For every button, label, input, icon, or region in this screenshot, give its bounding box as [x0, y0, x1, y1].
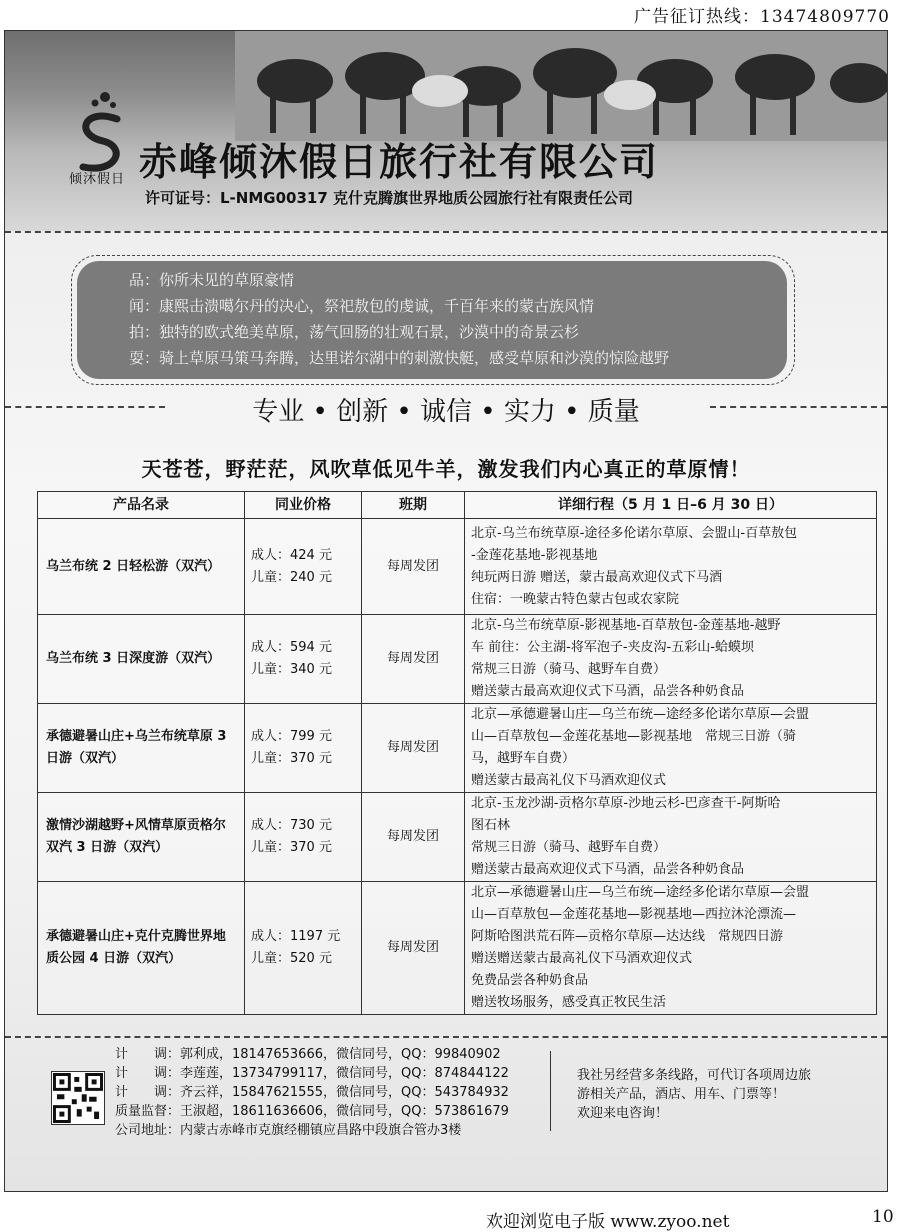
license-number: 许可证号：L-NMG00317 克什克腾旗世界地质公园旅行社有限责任公司 — [145, 189, 633, 207]
table-row — [38, 882, 877, 1015]
child-price: 儿童：520 元 — [251, 951, 332, 966]
advertisement-page — [4, 30, 888, 1192]
itinerary — [465, 615, 877, 704]
itinerary-line: 北京-乌兰布统草原-途径多伦诺尔草原、会盟山-百草敖包 — [471, 525, 798, 541]
col-header-details: 详细行程（5 月 1 日–6 月 30 日） — [465, 492, 877, 519]
table-row — [38, 793, 877, 882]
itinerary-line: 住宿：一晚蒙古特色蒙古包或农家院 — [471, 591, 680, 607]
child-price: 儿童：340 元 — [251, 662, 332, 677]
child-price: 儿童：370 元 — [251, 840, 332, 855]
itinerary — [465, 882, 877, 1015]
table-row — [38, 704, 877, 793]
highlight-line: 拍：独特的欧式绝美草原，荡气回肠的壮观石景，沙漠中的奇景云杉 — [129, 323, 580, 341]
contact-line: 计 调：齐云祥，15847621555，微信同号，QQ：543784932 — [115, 1085, 509, 1100]
itinerary-line: 赠送蒙古最高礼仪下马酒欢迎仪式 — [471, 773, 667, 788]
child-price: 儿童：370 元 — [251, 751, 332, 766]
itinerary-line: 赠送蒙古最高欢迎仪式下马酒，品尝各种奶食品 — [471, 684, 745, 699]
ad-hotline: 广告征订热线：13474809770 — [634, 7, 890, 27]
itinerary-line: 山—百草敖包—金莲花基地—影视基地—西拉沐沦漂流— — [471, 907, 797, 922]
itinerary — [465, 793, 877, 882]
itinerary-line: 常规三日游（骑马、越野车自费） — [471, 662, 667, 677]
table-row — [38, 615, 877, 704]
other-services-line: 我社另经营多条线路，可代订各项周边旅 — [577, 1068, 812, 1083]
col-header-name: 产品名录 — [38, 492, 245, 519]
itinerary-line: 赠送蒙古最高欢迎仪式下马酒，品尝各种奶食品 — [471, 862, 745, 877]
company-name: 赤峰倾沐假日旅行社有限公司 — [139, 140, 660, 184]
itinerary-line: 北京-乌兰布统草原-影视基地-百草敖包-金莲基地-越野 — [471, 618, 781, 633]
itinerary-line: 北京-玉龙沙湖-贡格尔草原-沙地云杉-巴彦查干-阿斯哈 — [471, 796, 781, 811]
company-logo-icon — [65, 89, 140, 179]
child-price: 儿童：240 元 — [251, 569, 332, 585]
schedule: 每周发团 — [362, 882, 465, 1015]
qr-code-icon — [51, 1071, 105, 1125]
logo-text: 倾沐假日 — [69, 172, 126, 187]
price-cell — [245, 704, 362, 793]
welcome-text: 欢迎浏览电子版 www.zyoo.net — [486, 1212, 730, 1232]
itinerary-line: 纯玩两日游 赠送，蒙古最高欢迎仪式下马酒 — [471, 569, 723, 585]
col-header-schedule: 班期 — [362, 492, 465, 519]
product-name: 乌兰布统 2 日轻松游（双汽） — [38, 519, 245, 615]
product-table — [37, 491, 877, 1015]
itinerary-line: 北京—承德避暑山庄—乌兰布统—途经多伦诺尔草原—会盟 — [471, 707, 810, 722]
contact-line: 质量监督：王淑超，18611636606，微信同号，QQ：573861679 — [115, 1104, 509, 1119]
contact-line: 计 调：李莲莲，13734799117，微信同号，QQ：874844122 — [115, 1066, 509, 1081]
itinerary-line: 山—百草敖包—金莲花基地—影视基地 常规三日游（骑 — [471, 729, 797, 744]
itinerary — [465, 519, 877, 615]
highlights-box — [77, 261, 787, 379]
highlight-line: 品：你所未见的草原豪情 — [129, 271, 295, 289]
schedule: 每周发团 — [362, 615, 465, 704]
adult-price: 成人：424 元 — [251, 547, 332, 563]
itinerary-line: 赠送赠送蒙古最高礼仪下马酒欢迎仪式 — [471, 951, 693, 966]
other-services-line: 游相关产品，酒店、用车、门票等！ — [577, 1087, 786, 1102]
highlight-line: 耍：骑上草原马策马奔腾，达里诺尔湖中的刺激快艇，感受草原和沙漠的惊险越野 — [129, 349, 670, 367]
tagline: 天苍苍，野茫茫，风吹草低见牛羊，激发我们内心真正的草原情！ — [141, 457, 751, 481]
itinerary-line: 马，越野车自费） — [471, 751, 576, 766]
itinerary-line: 阿斯哈图洪荒石阵—贡格尔草原—达达线 常规四日游 — [471, 929, 784, 944]
footer-separator — [550, 1051, 551, 1131]
itinerary-line: 图石林 — [471, 818, 511, 833]
table-header-row — [38, 492, 877, 519]
product-name: 承德避暑山庄+乌兰布统草原 3 日游（双汽） — [38, 704, 245, 793]
company-address: 公司地址：内蒙古赤峰市克旗经棚镇应昌路中段旗合管办3楼 — [115, 1123, 462, 1138]
schedule: 每周发团 — [362, 704, 465, 793]
schedule: 每周发团 — [362, 793, 465, 882]
product-name: 乌兰布统 3 日深度游（双汽） — [38, 615, 245, 704]
divider — [5, 231, 887, 233]
slogan-dash-right — [710, 406, 887, 408]
itinerary-line: 赠送牧场服务，感受真正牧民生活 — [471, 995, 667, 1010]
adult-price: 成人：594 元 — [251, 640, 332, 655]
footer-divider — [5, 1036, 887, 1038]
itinerary — [465, 704, 877, 793]
itinerary-line: 车 前往：公主湖-将军泡子-夹皮沟-五彩山-蛤蟆坝 — [471, 640, 754, 655]
page-number: 10 — [872, 1207, 894, 1227]
adult-price: 成人：1197 元 — [251, 929, 341, 944]
contact-line: 计 调：郭利成，18147653666，微信同号，QQ：99840902 — [115, 1047, 501, 1062]
price-cell — [245, 519, 362, 615]
adult-price: 成人：730 元 — [251, 818, 332, 833]
price-cell — [245, 793, 362, 882]
product-name: 激情沙湖越野+风情草原贡格尔双汽 3 日游（双汽） — [38, 793, 245, 882]
itinerary-line: 北京—承德避暑山庄—乌兰布统—途经多伦诺尔草原—会盟 — [471, 885, 810, 900]
highlight-line: 闻：康熙击溃噶尔丹的决心，祭祀敖包的虔诚，千百年来的蒙古族风情 — [129, 297, 595, 315]
other-services-line: 欢迎来电咨询！ — [577, 1106, 669, 1121]
horses-photo — [235, 31, 887, 141]
adult-price: 成人：799 元 — [251, 729, 332, 744]
schedule: 每周发团 — [362, 519, 465, 615]
price-cell — [245, 882, 362, 1015]
table-row — [38, 519, 877, 615]
itinerary-line: 常规三日游（骑马、越野车自费） — [471, 840, 667, 855]
slogan: 专业 • 创新 • 诚信 • 实力 • 质量 — [252, 397, 640, 427]
itinerary-line: -金莲花基地-影视基地 — [471, 547, 598, 563]
price-cell — [245, 615, 362, 704]
col-header-price: 同业价格 — [245, 492, 362, 519]
header-banner — [5, 31, 887, 231]
itinerary-line: 免费品尝各种奶食品 — [471, 973, 589, 988]
product-name: 承德避暑山庄+克什克腾世界地质公园 4 日游（双汽） — [38, 882, 245, 1015]
